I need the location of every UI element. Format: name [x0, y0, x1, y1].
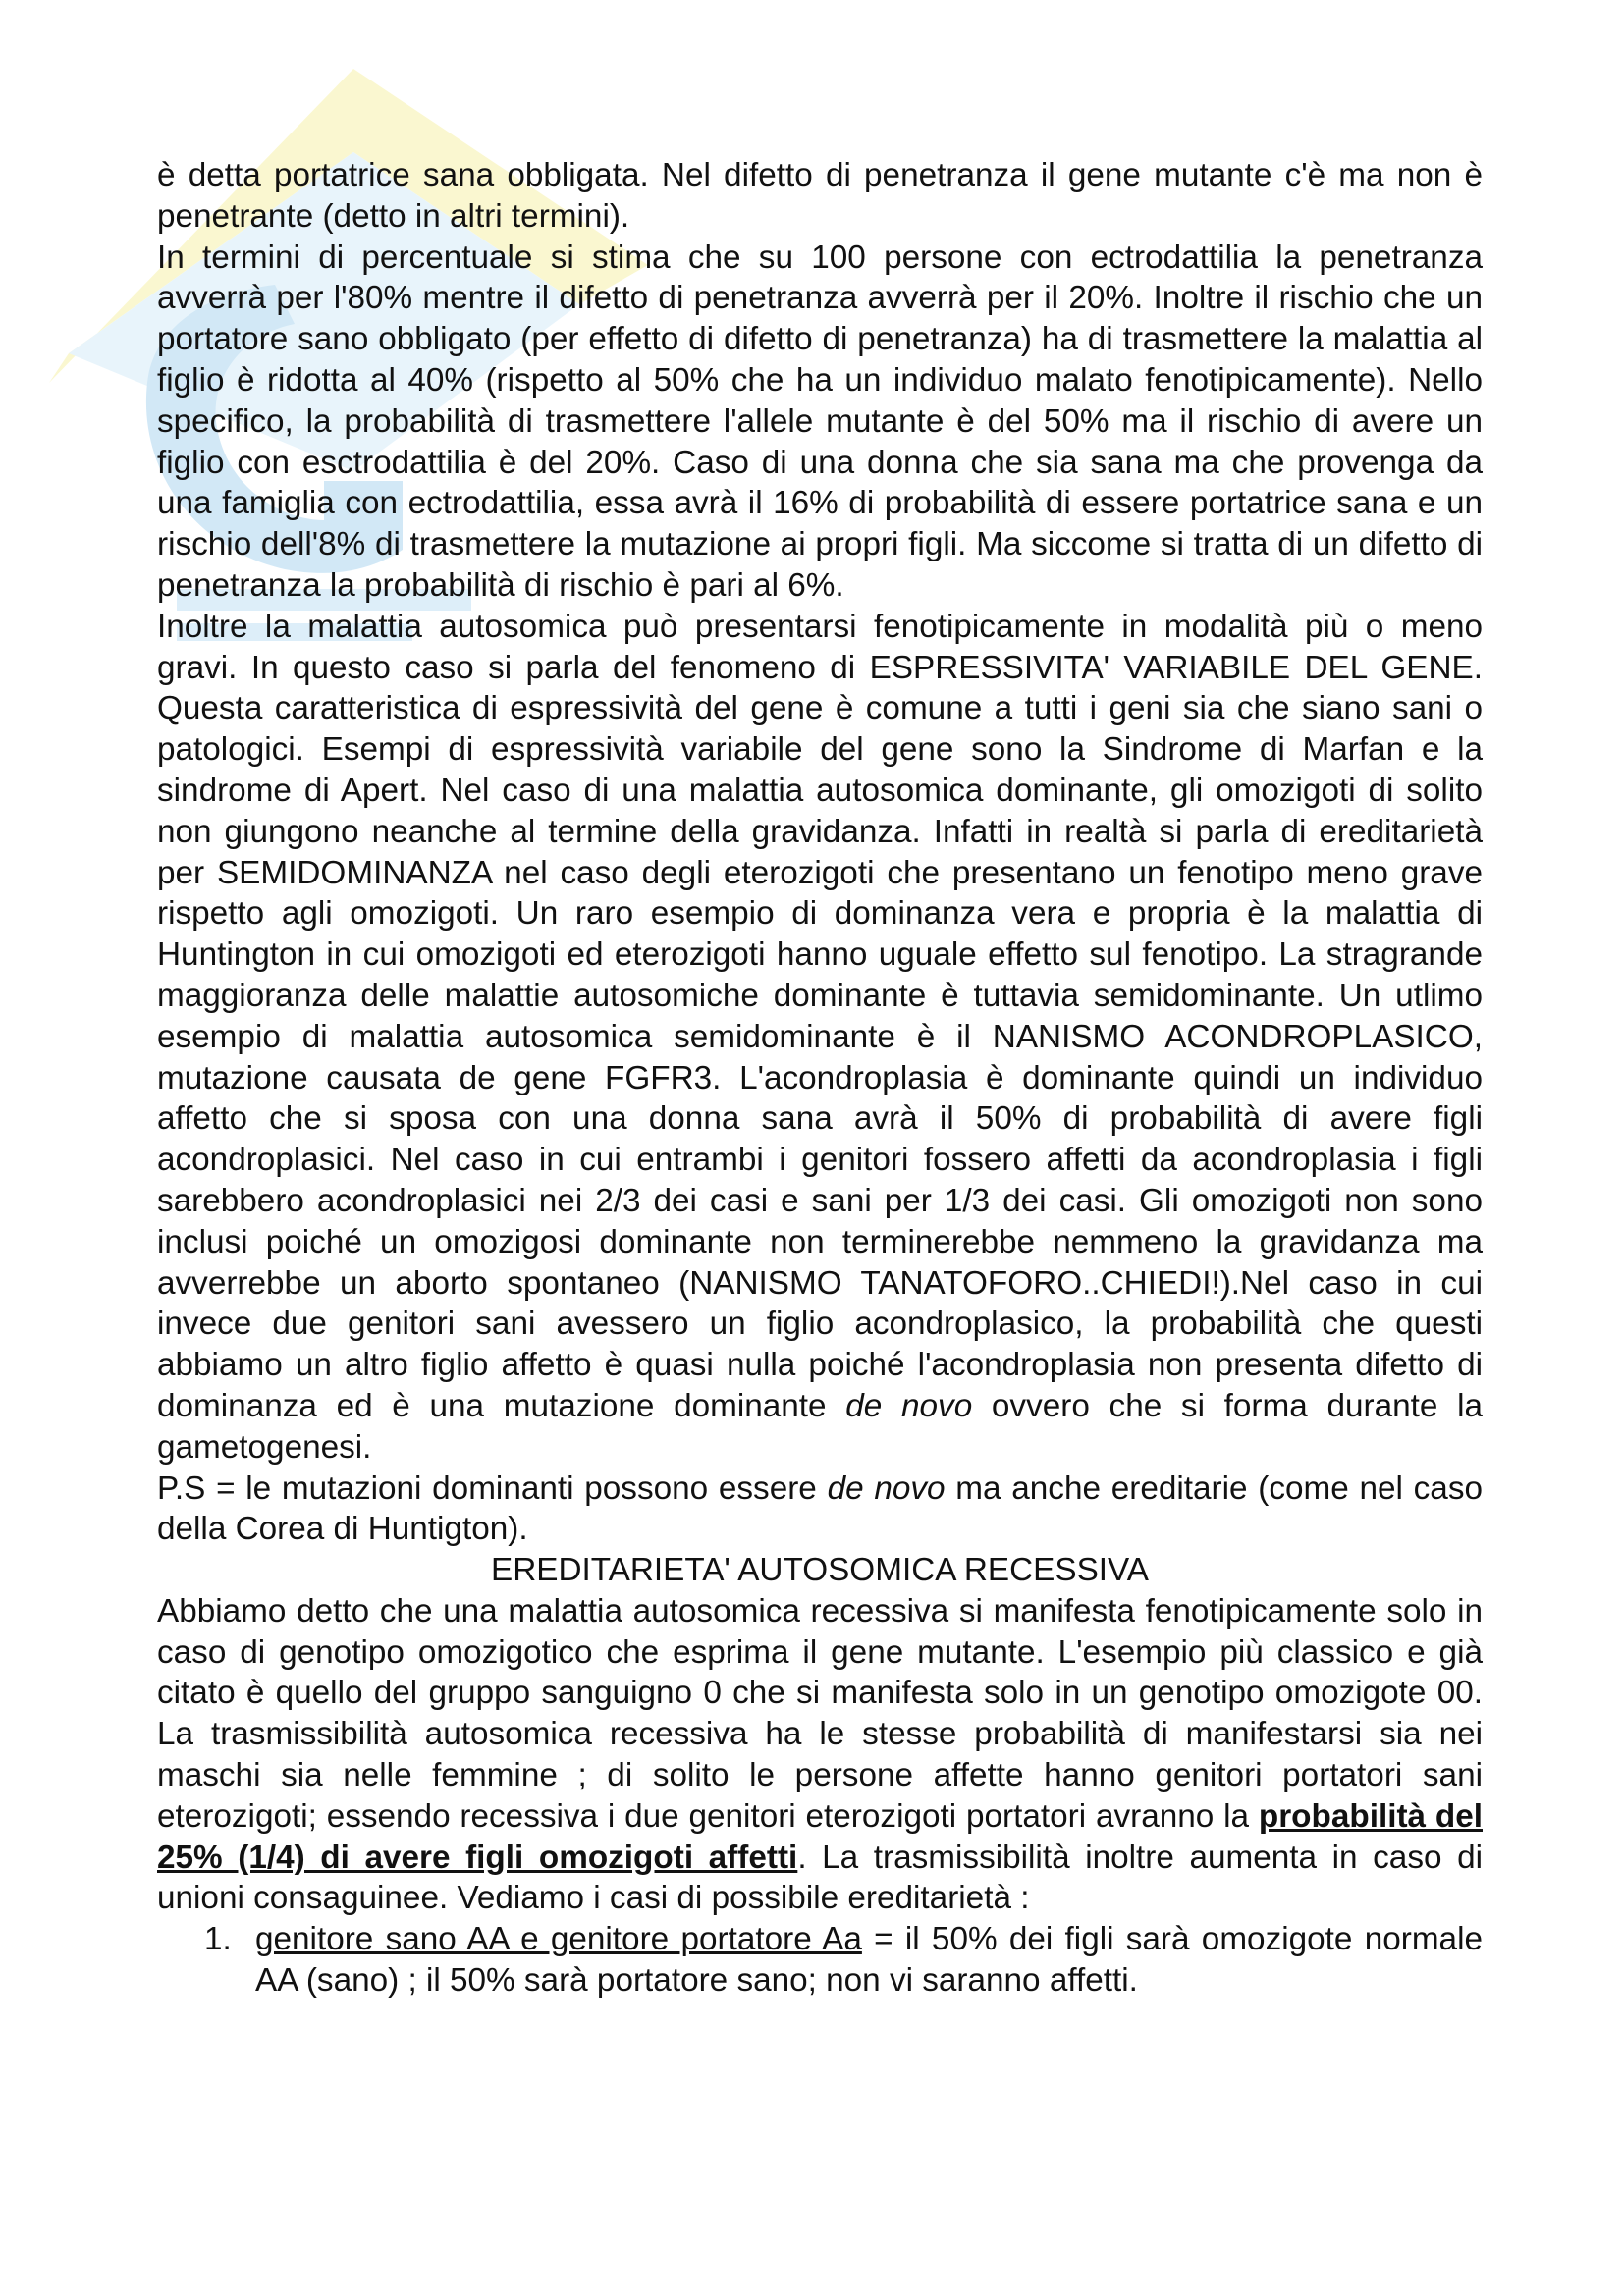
paragraph-text: P.S = le mutazioni dominanti possono essere	[157, 1469, 828, 1507]
italic-term: de novo	[845, 1387, 973, 1424]
paragraph-text: Abbiamo detto che una malattia autosomica recessiva si manifesta fenotipicamente solo in caso di genotipo omozigotico che esprima il gene mutante. L'esempio più classico e già citato è quello del gruppo sanguigno 0 che si manifesta solo in un genotipo omozigote 00. La trasmissibilità autosomica recessiva ha le stesse probabilità di manifestarsi sia nei maschi sia nelle femmine ; di solito le persone affette hanno genitori portatori sani eterozigoti; essendo recessiva i due genitori eterozigoti portatori avranno la	[157, 1592, 1483, 1835]
list-item-number: 1.	[204, 1921, 232, 1958]
list-item-underlined: genitore sano AA e genitore portatore Aa	[255, 1921, 862, 1958]
paragraph-penetrance-percentages	[157, 238, 1483, 607]
paragraph-text-tail: . La trasmissibilità inoltre aumenta in caso di unioni consaguinee. Vediamo i casi di possibile ereditarietà :	[157, 1839, 1483, 1917]
paragraph-postscript	[157, 1468, 1483, 1551]
paragraph-text: Inoltre la malattia autosomica può presentarsi fenotipicamente in modalità più o meno gravi. In questo caso si parla del fenomeno di ESPRESSIVITA' VARIABILE DEL GENE. Questa caratteristica di espressività del gene è comune a tutti i geni sia che siano sani o patologici. Esempi di espressività variabile del gene sono la Sindrome di Marfan e la sindrome di Apert. Nel caso di una malattia autosomica dominante, gli omozigoti di solito non giungono neanche al termine della gravidanza. Infatti in realtà si parla di ereditarietà per SEMIDOMINANZA nel caso degli eterozigoti che presentano un fenotipo meno grave rispetto agli omozigoti. Un raro esempio di dominanza vera e propria è la malattia di Huntington in cui omozigoti ed eterozigoti hanno uguale effetto sul fenotipo. La stragrande maggioranza delle malattie autosomiche dominante è tuttavia semidominante. Un utlimo esempio di malattia autosomica semidominante è il NANISMO ACONDROPLASICO, mutazione causata de gene FGFR3. L'acondroplasia è dominante quindi un individuo affetto che si sposa con una donna sana avrà il 50% di probabilità di avere figli acondroplasici. Nel caso in cui entrambi i genitori fossero affetti da acondroplasia i figli sarebbero acondroplasici nei 2/3 dei casi e sani per 1/3 dei casi. Gli omozigoti non sono inclusi poiché un omozigosi dominante non terminerebbe nemmeno la gravidanza ma avverrebbe un aborto spontaneo (NANISMO TANATOFORO..CHIEDI!).Nel caso in cui invece due genitori sani avessero un figlio acondroplasico, la probabilità che questi abbiamo un altro figlio affetto è quasi nulla poiché l'acondroplasia non presenta difetto di dominanza ed è una mutazione dominante	[157, 608, 1483, 1424]
paragraph-intro	[157, 155, 1483, 238]
paragraph-text-tail: ovvero che si forma durante la gametogenesi.	[157, 1387, 1483, 1466]
italic-term: de novo	[827, 1469, 946, 1507]
paragraph-recessive-inheritance	[157, 1591, 1483, 1919]
document-body	[157, 155, 1483, 2002]
paragraph-text: è detta portatrice sana obbligata. Nel difetto di penetranza il gene mutante c'è ma non è penetrante (detto in altri termini).	[157, 157, 1483, 235]
paragraph-text: In termini di percentuale si stima che su 100 persone con ectrodattilia la penetranza avverrà per l'80% mentre il difetto di penetranza avverrà per il 20%. Inoltre il rischio che un portatore sano obbligato (per effetto di difetto di penetranza) ha di trasmettere la malattia al figlio è ridotta al 40% (rispetto al 50% che ha un individuo malato fenotipicamente). Nello specifico, la probabilità di trasmettere l'allele mutante è del 50% ma il rischio di avere un figlio con esctrodattilia è del 20%. Caso di una donna che sia sana ma che provenga da una famiglia con ectrodattilia, essa avrà il 16% di probabilità di essere portatrice sana e un rischio dell'8% di trasmettere la mutazione ai propri figli. Ma siccome si tratta di un difetto di penetranza la probabilità di rischio è pari al 6%.	[157, 239, 1483, 604]
inheritance-cases-list	[157, 1919, 1483, 2002]
list-item-text: = il 50% dei figli sarà omozigote normale AA (sano) ; il 50% sarà portatore sano; non vi saranno affetti.	[255, 1921, 1483, 2000]
paragraph-text-tail: ma anche ereditarie (come nel caso della Corea di Huntigton).	[157, 1469, 1483, 1548]
emphasized-probability: probabilità del 25% (1/4) di avere figli omozigoti affetti	[157, 1797, 1483, 1876]
list-item	[157, 1919, 1483, 2002]
section-heading: EREDITARIETA' AUTOSOMICA RECESSIVA	[491, 1552, 1149, 1589]
paragraph-variable-expressivity	[157, 607, 1483, 1468]
